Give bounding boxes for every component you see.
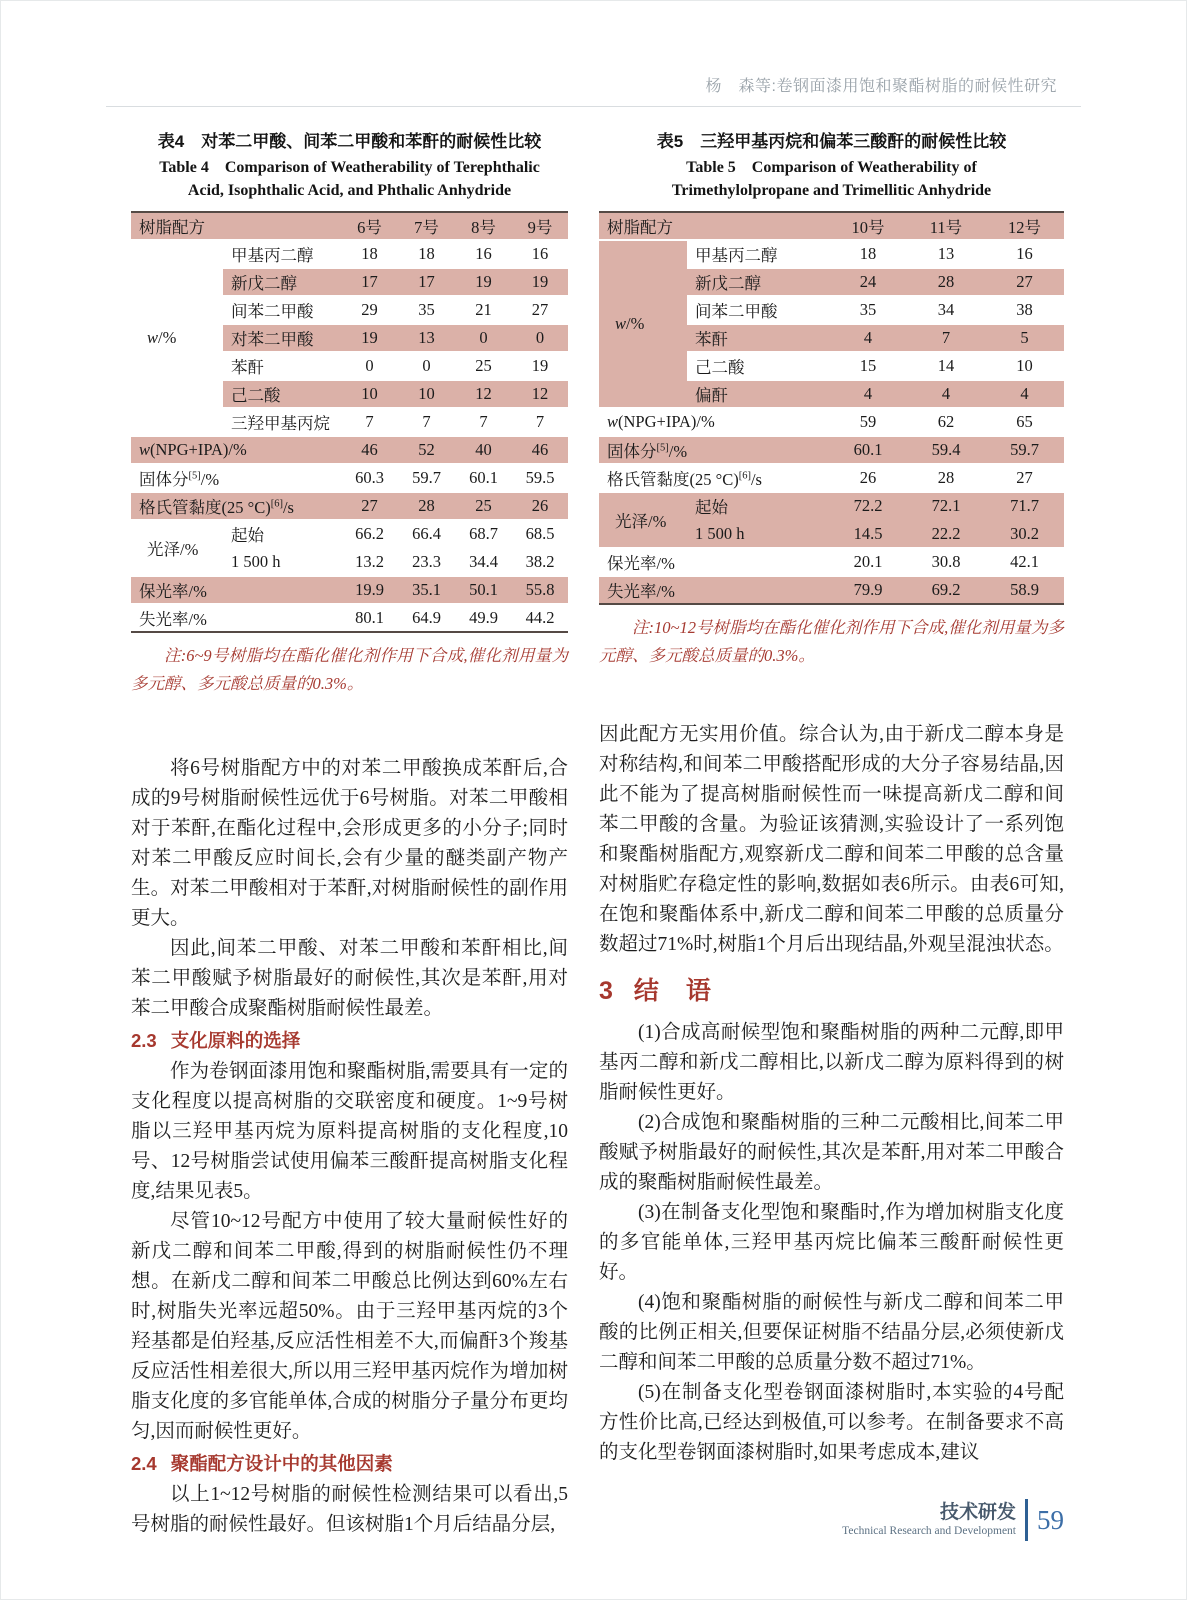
column-header: 12号 [985, 212, 1064, 240]
row-group-label: w/% [599, 240, 687, 408]
cell-value: 0 [398, 352, 455, 380]
paragraph: 因此配方无实用价值。综合认为,由于新戊二醇本身是对称结构,和间苯二甲酸搭配形成的大分子容易结晶,因此不能为了提高树脂耐候性而一味提高新戊二醇和间苯二甲酸的含量。为验证该猜测,实验设计了一系列饱和聚酯树脂配方,观察新戊二醇和间苯二甲酸的总含量对树脂贮存稳定性的影响,数据如表6所示。由表6可知,在饱和聚酯体系中,新戊二醇和间苯二甲酸的总质量分数超过71%时,树脂1个月后出现结晶,外观呈混浊状态。 [599, 724, 1064, 955]
row-label: 保光率/% [131, 576, 341, 604]
cell-value: 59.5 [512, 464, 568, 492]
cell-value: 17 [398, 268, 455, 296]
page-footer [842, 1499, 1064, 1541]
cell-value: 13.2 [341, 548, 398, 576]
row-label: 失光率/% [139, 610, 207, 629]
cell-value: 68.7 [455, 520, 512, 548]
footer-divider-bar [1025, 1499, 1028, 1541]
row-label: 固体分[5]/% [599, 436, 829, 464]
cell-value: 25 [455, 352, 512, 380]
cell-value: 10 [341, 380, 398, 408]
cell-value: 7 [907, 324, 985, 352]
row-label: 己二酸 [687, 352, 829, 380]
cell-value: 4 [907, 380, 985, 408]
cell-value: 66.4 [398, 520, 455, 548]
table4-title-en [131, 156, 568, 202]
cell-value: 22.2 [907, 520, 985, 548]
row-label: 保光率/% [599, 548, 829, 576]
table-header-row [599, 212, 1064, 240]
row-label: 间苯二甲酸 [223, 296, 341, 324]
cell-value: 27 [512, 296, 568, 324]
cell-value: 14.5 [829, 520, 907, 548]
cell-value: 25 [455, 492, 512, 520]
table-corner-label: 树脂配方 [131, 212, 341, 240]
section-number: 2.3 [131, 1030, 157, 1051]
table4 [131, 211, 568, 633]
row-group-label: 光泽/% [599, 492, 687, 548]
row-label: 对苯二甲酸 [223, 324, 341, 352]
table-row [599, 408, 1064, 436]
table-row [131, 464, 568, 492]
row-label: 新戊二醇 [687, 268, 829, 296]
table5-title-cn: 表5 三羟甲基丙烷和偏苯三酸酐的耐候性比较 [656, 132, 1007, 151]
cell-value: 12 [455, 380, 512, 408]
header-divider [106, 106, 1081, 107]
cell-value: 62 [907, 408, 985, 436]
cell-value: 35 [398, 296, 455, 324]
cell-value: 42.1 [985, 548, 1064, 576]
table4-block [131, 129, 568, 698]
row-label: 苯酐 [687, 324, 829, 352]
cell-value: 28 [398, 492, 455, 520]
cell-value: 14 [907, 352, 985, 380]
table5-note: 注:10~12号树脂均在酯化催化剂作用下合成,催化剂用量为多元醇、多元酸总质量的0.3%。 [599, 618, 1064, 665]
row-label: 甲基丙二醇 [223, 240, 341, 268]
cell-value: 5 [985, 324, 1064, 352]
paragraph: (5)在制备支化型卷钢面漆树脂时,本实验的4号配方性价比高,已经达到极值,可以参考。在制备要求不高的支化型卷钢面漆树脂时,如果考虑成本,建议 [599, 1382, 1064, 1463]
table-row [131, 240, 568, 268]
column-header: 7号 [398, 212, 455, 240]
cell-value: 18 [398, 240, 455, 268]
cell-value: 66.2 [341, 520, 398, 548]
table-row [131, 520, 568, 548]
cell-value: 65 [985, 408, 1064, 436]
cell-value: 19 [512, 268, 568, 296]
footer-section [842, 1502, 1016, 1538]
column-header: 9号 [512, 212, 568, 240]
cell-value: 26 [512, 492, 568, 520]
cell-value: 40 [455, 436, 512, 464]
cell-value: 16 [985, 240, 1064, 268]
cell-value: 34 [907, 296, 985, 324]
cell-value: 29 [341, 296, 398, 324]
section-heading [131, 1447, 568, 1480]
cell-value: 46 [341, 436, 398, 464]
table4-note: 注:6~9号树脂均在酯化催化剂作用下合成,催化剂用量为多元醇、多元酸总质量的0.3%。 [131, 646, 568, 693]
column-header: 8号 [455, 212, 512, 240]
cell-value: 71.7 [985, 492, 1064, 520]
cell-value: 68.5 [512, 520, 568, 548]
section-heading [131, 1024, 568, 1057]
cell-value: 59 [829, 408, 907, 436]
right-column-text [599, 720, 1064, 1468]
cell-value: 13 [398, 324, 455, 352]
cell-value: 59.4 [907, 436, 985, 464]
page-number: 59 [1037, 1504, 1064, 1535]
cell-value: 0 [341, 352, 398, 380]
row-label: 三羟甲基丙烷 [223, 408, 341, 436]
cell-value: 59.7 [985, 436, 1064, 464]
section-title: 结 语 [633, 977, 712, 1005]
cell-value: 13 [907, 240, 985, 268]
section-heading [599, 974, 1064, 1008]
row-label: 固体分[5]/% [131, 464, 341, 492]
cell-value: 38.2 [512, 548, 568, 576]
left-column-text [131, 754, 568, 1540]
table4-title-cn: 表4 对苯二甲酸、间苯二甲酸和苯酐的耐候性比较 [157, 132, 542, 151]
table-row [599, 240, 1064, 268]
paragraph: 因此,间苯二甲酸、对苯二甲酸和苯酐相比,间苯二甲酸赋予树脂最好的耐候性,其次是苯酐,用对苯二甲酸合成聚酯树脂耐候性最差。 [131, 938, 568, 1019]
row-label: 起始 [687, 492, 829, 520]
cell-value: 35 [829, 296, 907, 324]
row-label: 格氏管黏度(25 °C)[6]/s [131, 492, 341, 520]
table-row [599, 576, 1064, 604]
row-label: 新戊二醇 [223, 268, 341, 296]
cell-value: 21 [455, 296, 512, 324]
paragraph: (2)合成饱和聚酯树脂的三种二元酸相比,间苯二甲酸赋予树脂最好的耐候性,其次是苯酐,用对苯二甲酸合成的聚酯树脂耐候性最差。 [599, 1112, 1064, 1193]
row-label: 1 500 h [223, 548, 341, 576]
footer-section-cn: 技术研发 [939, 1502, 1016, 1523]
cell-value: 28 [907, 268, 985, 296]
cell-value: 27 [985, 464, 1064, 492]
cell-value: 26 [829, 464, 907, 492]
cell-value: 7 [341, 408, 398, 436]
section-title: 支化原料的选择 [170, 1030, 301, 1051]
row-label: 甲基丙二醇 [687, 240, 829, 268]
row-label: 格氏管黏度(25 °C)[6]/s [599, 464, 829, 492]
cell-value: 19 [512, 352, 568, 380]
table-row [599, 436, 1064, 464]
cell-value: 19.9 [341, 576, 398, 604]
cell-value: 12 [512, 380, 568, 408]
cell-value: 79.9 [829, 576, 907, 604]
cell-value: 10 [985, 352, 1064, 380]
cell-value: 24 [829, 268, 907, 296]
cell-value: 64.9 [412, 608, 441, 627]
table4-title-en-line1: Table 4 Comparison of Weatherability of Terephthalic [159, 159, 540, 176]
paragraph: 以上1~12号树脂的耐候性检测结果可以看出,5号树脂的耐候性最好。但该树脂1个月后结晶分层, [131, 1484, 568, 1535]
table5-title-en-line1: Table 5 Comparison of Weatherability of [686, 159, 977, 176]
table-row [131, 492, 568, 520]
cell-value: 4 [829, 380, 907, 408]
cell-value: 30.8 [907, 548, 985, 576]
cell-value: 72.2 [829, 492, 907, 520]
cell-value: 34.4 [455, 548, 512, 576]
cell-value: 58.9 [985, 576, 1064, 604]
cell-value: 16 [455, 240, 512, 268]
column-header: 10号 [829, 212, 907, 240]
cell-value: 0 [455, 324, 512, 352]
paragraph: (4)饱和聚酯树脂的耐候性与新戊二醇和间苯二甲酸的比例正相关,但要保证树脂不结晶分层,必须使新戊二醇和间苯二甲酸的总质量分数不超过71%。 [599, 1292, 1064, 1373]
cell-value: 17 [341, 268, 398, 296]
column-header: 6号 [341, 212, 398, 240]
section-number: 3 [599, 977, 614, 1005]
cell-value: 72.1 [907, 492, 985, 520]
table5 [599, 211, 1064, 605]
two-column-layout [106, 129, 1081, 1540]
cell-value: 16 [512, 240, 568, 268]
row-label: 偏酐 [687, 380, 829, 408]
cell-value: 59.7 [398, 464, 455, 492]
cell-value: 20.1 [829, 548, 907, 576]
paragraph: 作为卷钢面漆用饱和聚酯树脂,需要具有一定的支化程度以提高树脂的交联密度和硬度。1~9号树脂以三羟甲基丙烷为原料提高树脂的支化程度,10号、12号树脂尝试使用偏苯三酸酐提高树脂支化程度,结果见表5。 [131, 1061, 568, 1202]
cell-value: 15 [829, 352, 907, 380]
footer-section-en: Technical Research and Development [842, 1525, 1016, 1537]
section-number: 2.4 [131, 1453, 157, 1474]
cell-value: 4 [829, 324, 907, 352]
table-row [131, 436, 568, 464]
running-head: 杨 森等:卷钢面漆用饱和聚酯树脂的耐候性研究 [705, 78, 1057, 95]
cell-value: 35.1 [398, 576, 455, 604]
cell-value: 60.1 [455, 464, 512, 492]
paragraph: (1)合成高耐候型饱和聚酯树脂的两种二元醇,即甲基丙二醇和新戊二醇相比,以新戊二醇为原料得到的树脂耐候性更好。 [599, 1022, 1064, 1103]
cell-value: 19 [455, 268, 512, 296]
table-row [131, 604, 568, 632]
cell-value: 30.2 [985, 520, 1064, 548]
cell-value: 69.2 [907, 576, 985, 604]
table5-title-en-line2: Trimethylolpropane and Trimellitic Anhydride [671, 182, 992, 199]
row-label: w(NPG+IPA)/% [599, 408, 829, 436]
row-group-label: w/% [131, 240, 223, 436]
cell-value: 18 [341, 240, 398, 268]
cell-value: 27 [985, 268, 1064, 296]
cell-value: 80.1 [355, 608, 384, 627]
cell-value: 50.1 [455, 576, 512, 604]
table-corner-label: 树脂配方 [599, 212, 829, 240]
cell-value: 19 [341, 324, 398, 352]
row-label: 1 500 h [687, 520, 829, 548]
cell-value: 18 [829, 240, 907, 268]
paragraph: 将6号树脂配方中的对苯二甲酸换成苯酐后,合成的9号树脂耐候性远优于6号树脂。对苯二甲酸相对于苯酐,在酯化过程中,会形成更多的小分子;同时对苯二甲酸反应时间长,会有少量的醚类副产物产生。对苯二甲酸相对于苯酐,对树脂耐候性的副作用更大。 [131, 758, 568, 929]
row-label: 起始 [223, 520, 341, 548]
cell-value: 55.8 [512, 576, 568, 604]
cell-value: 7 [398, 408, 455, 436]
cell-value: 28 [907, 464, 985, 492]
row-label: 间苯二甲酸 [687, 296, 829, 324]
row-label: 苯酐 [223, 352, 341, 380]
paragraph: (3)在制备支化型饱和聚酯时,作为增加树脂支化度的多官能单体,三羟甲基丙烷比偏苯三酸酐耐候性更好。 [599, 1202, 1064, 1283]
table-row [599, 548, 1064, 576]
cell-value: 46 [512, 436, 568, 464]
cell-value: 10 [398, 380, 455, 408]
cell-value: 44.2 [525, 608, 555, 627]
cell-value: 52 [398, 436, 455, 464]
cell-value: 27 [341, 492, 398, 520]
cell-value: 38 [985, 296, 1064, 324]
row-label: 失光率/% [599, 576, 829, 604]
row-group-label: 光泽/% [131, 520, 223, 576]
row-label: w(NPG+IPA)/% [131, 436, 341, 464]
cell-value: 4 [985, 380, 1064, 408]
column-header: 11号 [907, 212, 985, 240]
table-row [599, 492, 1064, 520]
row-label: 己二酸 [223, 380, 341, 408]
cell-value: 7 [455, 408, 512, 436]
cell-value: 60.1 [829, 436, 907, 464]
section-title: 聚酯配方设计中的其他因素 [170, 1453, 393, 1474]
table-row [599, 464, 1064, 492]
table5-title-en [599, 156, 1064, 202]
right-column [599, 129, 1064, 1540]
cell-value: 0 [512, 324, 568, 352]
cell-value: 23.3 [398, 548, 455, 576]
cell-value: 49.9 [469, 608, 498, 627]
table4-title-en-line2: Acid, Isophthalic Acid, and Phthalic Anhydride [187, 182, 512, 199]
cell-value: 7 [512, 408, 568, 436]
table-row [131, 576, 568, 604]
left-column [131, 129, 568, 1540]
cell-value: 60.3 [341, 464, 398, 492]
paragraph: 尽管10~12号配方中使用了较大量耐候性好的新戊二醇和间苯二甲酸,得到的树脂耐候性仍不理想。在新戊二醇和间苯二甲酸总比例达到60%左右时,树脂失光率远超50%。由于三羟甲基丙烷的3个羟基都是伯羟基,反应活性相差不大,而偏酐3个羧基反应活性相差很大,所以用三羟甲基丙烷作为增加树脂支化度的多官能单体,合成的树脂分子量分布更均匀,因而耐候性更好。 [131, 1211, 568, 1442]
table-header-row [131, 212, 568, 240]
table5-block [599, 129, 1064, 670]
